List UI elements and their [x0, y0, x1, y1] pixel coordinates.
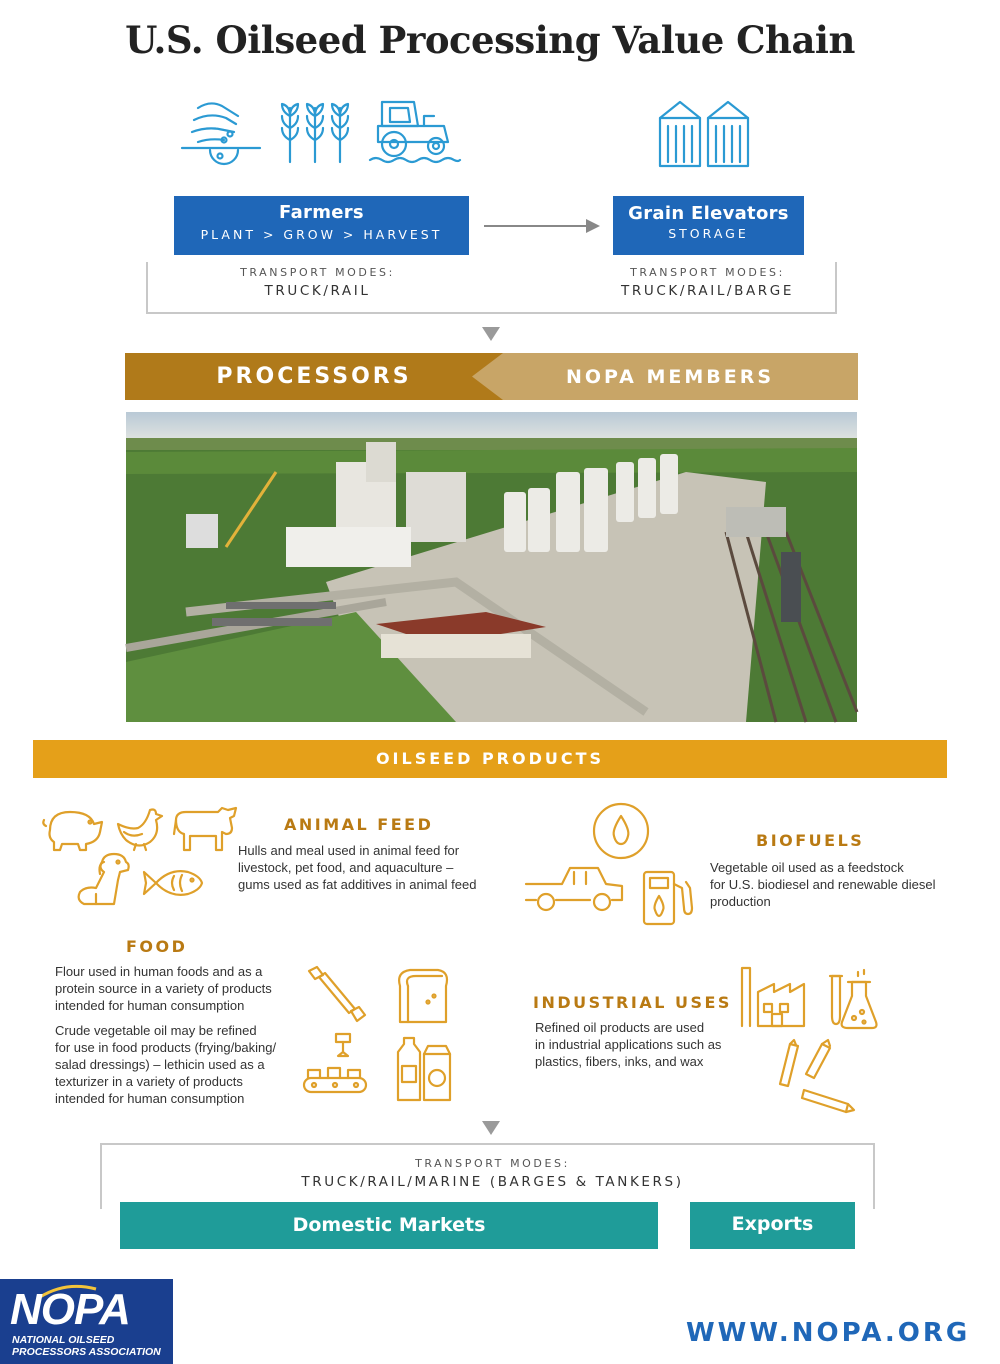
biofuels-line: production [710, 894, 771, 909]
fish-icon [142, 866, 204, 900]
farmers-subtitle: PLANT > GROW > HARVEST [200, 227, 443, 242]
farmers-transport-label: TRANSPORT MODES: [240, 266, 395, 279]
bread-icon [394, 966, 452, 1024]
animal-feed-line: livestock, pet food, and aquaculture – [238, 860, 454, 875]
biofuels-title: BIOFUELS [756, 831, 865, 850]
planting-seeds-icon [180, 98, 262, 170]
industrial-line: in industrial applications such as [535, 1037, 722, 1052]
pig-icon [40, 806, 104, 852]
grain-elevators-title: Grain Elevators [628, 203, 789, 224]
nopa-members-label: NOPA MEMBERS [565, 366, 775, 388]
farmers-title: Farmers [279, 202, 364, 223]
food-line: Crude vegetable oil may be refined [55, 1023, 257, 1038]
groceries-icon [394, 1036, 458, 1104]
biofuels-line: Vegetable oil used as a feedstock [710, 860, 904, 875]
food-line: for use in food products (frying/baking/ [55, 1040, 277, 1055]
food-line: salad dressings) – lethicin used as a [55, 1057, 265, 1072]
cow-icon [172, 804, 238, 852]
industrial-text [535, 1019, 755, 1070]
processing-plant-photo [126, 412, 857, 722]
fuel-pump-icon [640, 868, 694, 928]
animal-feed-line: Hulls and meal used in animal feed for [238, 843, 460, 858]
chicken-icon [116, 804, 164, 852]
arrow-down-icon [481, 326, 501, 342]
factory-icon [738, 964, 808, 1028]
pickup-truck-icon [522, 864, 626, 912]
arrow-right-icon [482, 216, 604, 236]
industrial-uses-title: INDUSTRIAL USES [533, 993, 732, 1012]
arrow-down-icon [481, 1120, 501, 1136]
food-line: intended for human consumption [55, 998, 245, 1013]
industrial-line: Refined oil products are used [535, 1020, 705, 1035]
farmers-transport-value: TRUCK/RAIL [264, 283, 371, 299]
domestic-markets-box: Domestic Markets [120, 1202, 658, 1249]
tractor-icon [368, 98, 462, 164]
grain-silo-icon [656, 100, 756, 168]
farmers-box [174, 196, 469, 255]
nopa-name-line2: PROCESSORS ASSOCIATION [12, 1346, 161, 1358]
biofuels-line: for U.S. biodiesel and renewable diesel [710, 877, 936, 892]
rolling-pin-icon [305, 963, 367, 1023]
chemistry-flask-icon [828, 968, 878, 1030]
food-line: texturizer in a variety of products [55, 1074, 243, 1089]
page-title: U.S. Oilseed Processing Value Chain [125, 18, 855, 62]
food-line: intended for human consumption [55, 1091, 245, 1106]
grain-elevators-subtitle: STORAGE [668, 226, 749, 241]
food-text [55, 963, 300, 1107]
nopa-name-line1: NATIONAL OILSEED [12, 1334, 115, 1346]
grain-elevators-box [613, 196, 804, 255]
animal-feed-text [238, 842, 518, 893]
wheat-icon [278, 98, 352, 164]
food-line: Flour used in human foods and as a [55, 964, 263, 979]
dog-icon [74, 852, 130, 908]
bottom-transport-value: TRUCK/RAIL/MARINE (BARGES & TANKERS) [301, 1174, 684, 1190]
nopa-wordmark: NOPA [10, 1285, 130, 1334]
food-title: FOOD [126, 937, 188, 956]
nopa-logo [0, 1279, 173, 1364]
animal-feed-title: ANIMAL FEED [284, 815, 434, 834]
food-line: protein source in a variety of products [55, 981, 272, 996]
elevators-transport-label: TRANSPORT MODES: [630, 266, 785, 279]
biofuels-text [710, 859, 980, 910]
crayons-icon [776, 1040, 856, 1114]
food-conveyor-icon [300, 1032, 370, 1104]
oil-drop-icon [590, 800, 652, 862]
website-link[interactable]: WWW.NOPA.ORG [686, 1318, 971, 1348]
bottom-transport-label: TRANSPORT MODES: [415, 1157, 570, 1170]
processors-label: PROCESSORS [216, 364, 412, 389]
animal-feed-line: gums used as fat additives in animal feed [238, 877, 477, 892]
oilseed-products-bar: OILSEED PRODUCTS [33, 740, 947, 778]
industrial-line: plastics, fibers, inks, and wax [535, 1054, 704, 1069]
elevators-transport-value: TRUCK/RAIL/BARGE [621, 283, 794, 299]
exports-box: Exports [690, 1202, 855, 1249]
